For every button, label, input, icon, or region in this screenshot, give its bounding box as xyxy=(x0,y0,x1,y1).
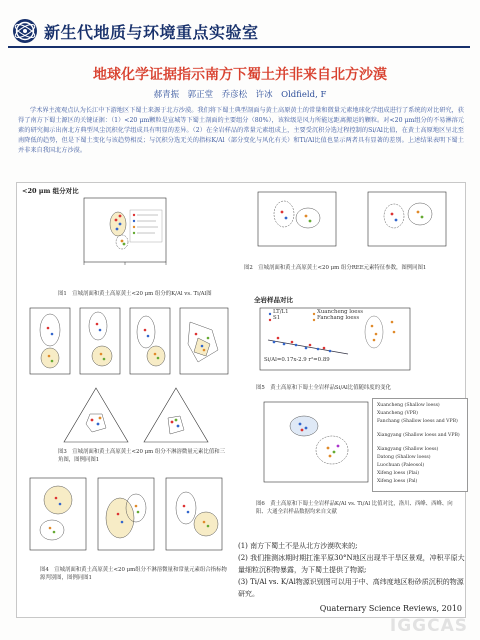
institute-watermark: IGGCAS xyxy=(389,616,468,636)
fig3-scatter-row xyxy=(22,304,236,384)
fig1-caption: 图1 宣城剖面和黄土高原黄土<20 μm 组分的K/Al vs. Ti/Al图 xyxy=(58,291,212,297)
fig6-legend-5: Datong (Shallow loess) xyxy=(377,455,431,460)
fig4-caption: 图4 宣城剖面和黄土高原黄土<20 μm组分不淋溶微量和常量元素组合指标物源判别图，图例同图1 xyxy=(40,567,227,581)
conclusion-1: (1) 南方下蜀土不是从北方沙漠吹来的; xyxy=(238,542,358,550)
fig3-ternary xyxy=(60,384,220,446)
fig5-legend-lt: LT/L1 xyxy=(273,309,289,315)
fig6-caption: 图6 黄土高原和下蜀土全岩样品K/Al vs. Ti/Al 比值对比，洛川、西峰、西峰、向阳、大通全岩样品数据均来自文献 xyxy=(256,501,453,515)
cas-logo-icon xyxy=(12,18,38,44)
fig2-plots xyxy=(244,188,456,254)
section-fine-fraction: <20 μm 组分对比 xyxy=(22,187,79,195)
fig6-legend-8: Xifeng loess (Pal) xyxy=(377,479,418,484)
fig1-plot xyxy=(70,194,170,278)
fig3-caption: 图3 宣城剖面和黄土高原黄土<20 μm 组分不淋溶微量元素比值和三角图，图例同图1 xyxy=(58,449,226,463)
section-bulk: 全岩样品对比 xyxy=(254,296,293,304)
conclusion-3: (3) Ti/Al vs. K/Al物源识别图可以用于中、高纬度地区粉砂质沉积的物源研究。 xyxy=(238,578,464,598)
fig6-legend-0: Xuancheng (Shallow loess) xyxy=(377,403,440,408)
author-list: 郝青振 郭正堂 乔彦松 许冰 Oldfield, F xyxy=(153,90,327,100)
header-divider xyxy=(8,46,470,48)
fig5-legend-s1: S1 xyxy=(273,315,281,321)
fig4-plots xyxy=(22,474,236,558)
fig6-legend-3: Xiangyang (Shallow loess and VPB) xyxy=(377,433,460,438)
fig5-legend-xuancheng: Xuancheng loess xyxy=(317,309,364,315)
fig6-plot xyxy=(252,398,372,488)
fig6-legend xyxy=(372,398,468,492)
abstract-text: 学术界主流观点认为长江中下游地区下蜀土来源于北方沙漠。我们将下蜀土典型剖面与黄土高原黄土的常量和微量元素地球化学组成进行了系统的对比研究，获得了南方下蜀土源区的关键证据：（1）<20 μm颗粒是宣城等下蜀土剖面的主要组分（80%），该粒级是风力所能远距离搬运的颗粒。对<20 μm组分的不易淋溶元素的研究揭示出南北方典型风尘沉积化学组成具有明显的差异。（2）在全岩样品的常量元素组成上，主要受沉积分选过程控制的Si/Al比值，在黄土高原地区呈北至南降低的趋势，但是下蜀土变化与该趋势相反；与沉积分选无关的指标K/Al（部分变化与风化有关）和Ti/Al比值也显示两者具有显著的差别。上述结果表明下蜀土并非来自我国北方沙漠。 xyxy=(18,107,464,154)
fig6-legend-1: Xuancheng (VPB) xyxy=(377,411,418,416)
fig5-legend-fanchang: Fanchang loess xyxy=(317,315,360,321)
poster-title: 地球化学证据指示南方下蜀土并非来自北方沙漠 xyxy=(93,67,387,83)
journal-citation: Quaternary Science Reviews, 2010 xyxy=(319,604,462,613)
fig2-caption: 图2 宣城剖面和黄土高原黄土<20 μm 组分REE元素特征参数，图例同图1 xyxy=(244,265,427,271)
fig5-regression: Si/Al=0.17x-2.9 r²=0.89 xyxy=(264,357,330,363)
conclusions xyxy=(238,540,468,600)
fig6-legend-7: Xifeng loess (Plai) xyxy=(377,471,419,476)
fig6-legend-2: Fanchang (Shallow loess and VPB) xyxy=(377,419,458,424)
fig6-legend-4: Xiangyang (Shallow loess) xyxy=(377,447,439,452)
conclusion-2: (2) 我们推测冰期时期扛淮平原30°N地区出现半干旱区景观，冲积平原大量细粒沉积物暴露，为下蜀土提供了物源; xyxy=(238,554,465,574)
fig5-caption: 图5 黄土高原和下蜀土全岩样品Si/Al比值随纬度的变化 xyxy=(256,385,391,391)
header xyxy=(8,14,472,44)
fig6-legend-6: Luochuan (Paleosol) xyxy=(377,463,425,468)
lab-name: 新生代地质与环境重点实验室 xyxy=(44,23,259,42)
